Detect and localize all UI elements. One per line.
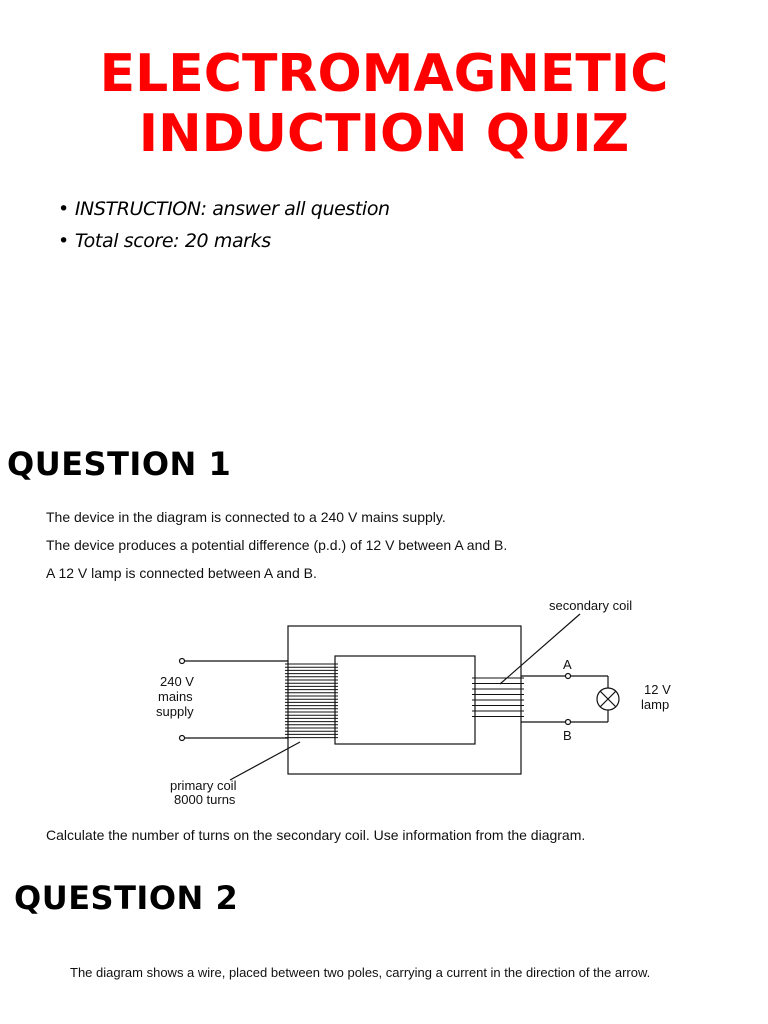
iron-core-window — [335, 656, 475, 744]
total-score-text: • Total score: 20 marks — [58, 225, 390, 257]
terminal-a-dot — [566, 674, 571, 679]
secondary-coil-label: secondary coil — [549, 598, 633, 613]
quiz-title — [0, 44, 768, 164]
title-line-1: ELECTROMAGNETIC — [99, 44, 669, 104]
supply-voltage-label: 240 V — [160, 674, 194, 689]
primary-turns-label: 8000 turns — [174, 792, 236, 807]
title-line-2: INDUCTION QUIZ — [138, 104, 630, 164]
supply-terminal-bottom — [180, 736, 185, 741]
supply-label-supply: supply — [156, 704, 194, 719]
info-list — [58, 193, 390, 257]
q1-line-3: A 12 V lamp is connected between A and B. — [46, 565, 317, 581]
q2-line-1: The diagram shows a wire, placed between two poles, carrying a current in the direction of the arrow. — [70, 965, 651, 980]
lamp-voltage-label: 12 V — [644, 682, 671, 697]
q1-prompt: Calculate the number of turns on the secondary coil. Use information from the diagram. — [46, 827, 586, 843]
supply-label-mains: mains — [158, 689, 193, 704]
primary-coil-label: primary coil — [170, 778, 237, 793]
transformer-diagram — [140, 592, 700, 812]
lamp-word-label: lamp — [641, 697, 670, 712]
q1-line-2: The device produces a potential difference (p.d.) of 12 V between A and B. — [46, 537, 508, 553]
secondary-coil — [472, 678, 524, 717]
q1-line-1: The device in the diagram is connected to a 240 V mains supply. — [46, 509, 446, 525]
primary-coil — [285, 664, 338, 738]
question-1-heading: QUESTION 1 — [7, 445, 232, 483]
terminal-b-dot — [566, 720, 571, 725]
terminal-b-label: B — [563, 728, 572, 743]
terminal-a-label: A — [563, 657, 572, 672]
supply-terminal-top — [180, 659, 185, 664]
instruction-text: • INSTRUCTION: answer all question — [58, 193, 390, 225]
question-2-heading: QUESTION 2 — [14, 879, 239, 917]
